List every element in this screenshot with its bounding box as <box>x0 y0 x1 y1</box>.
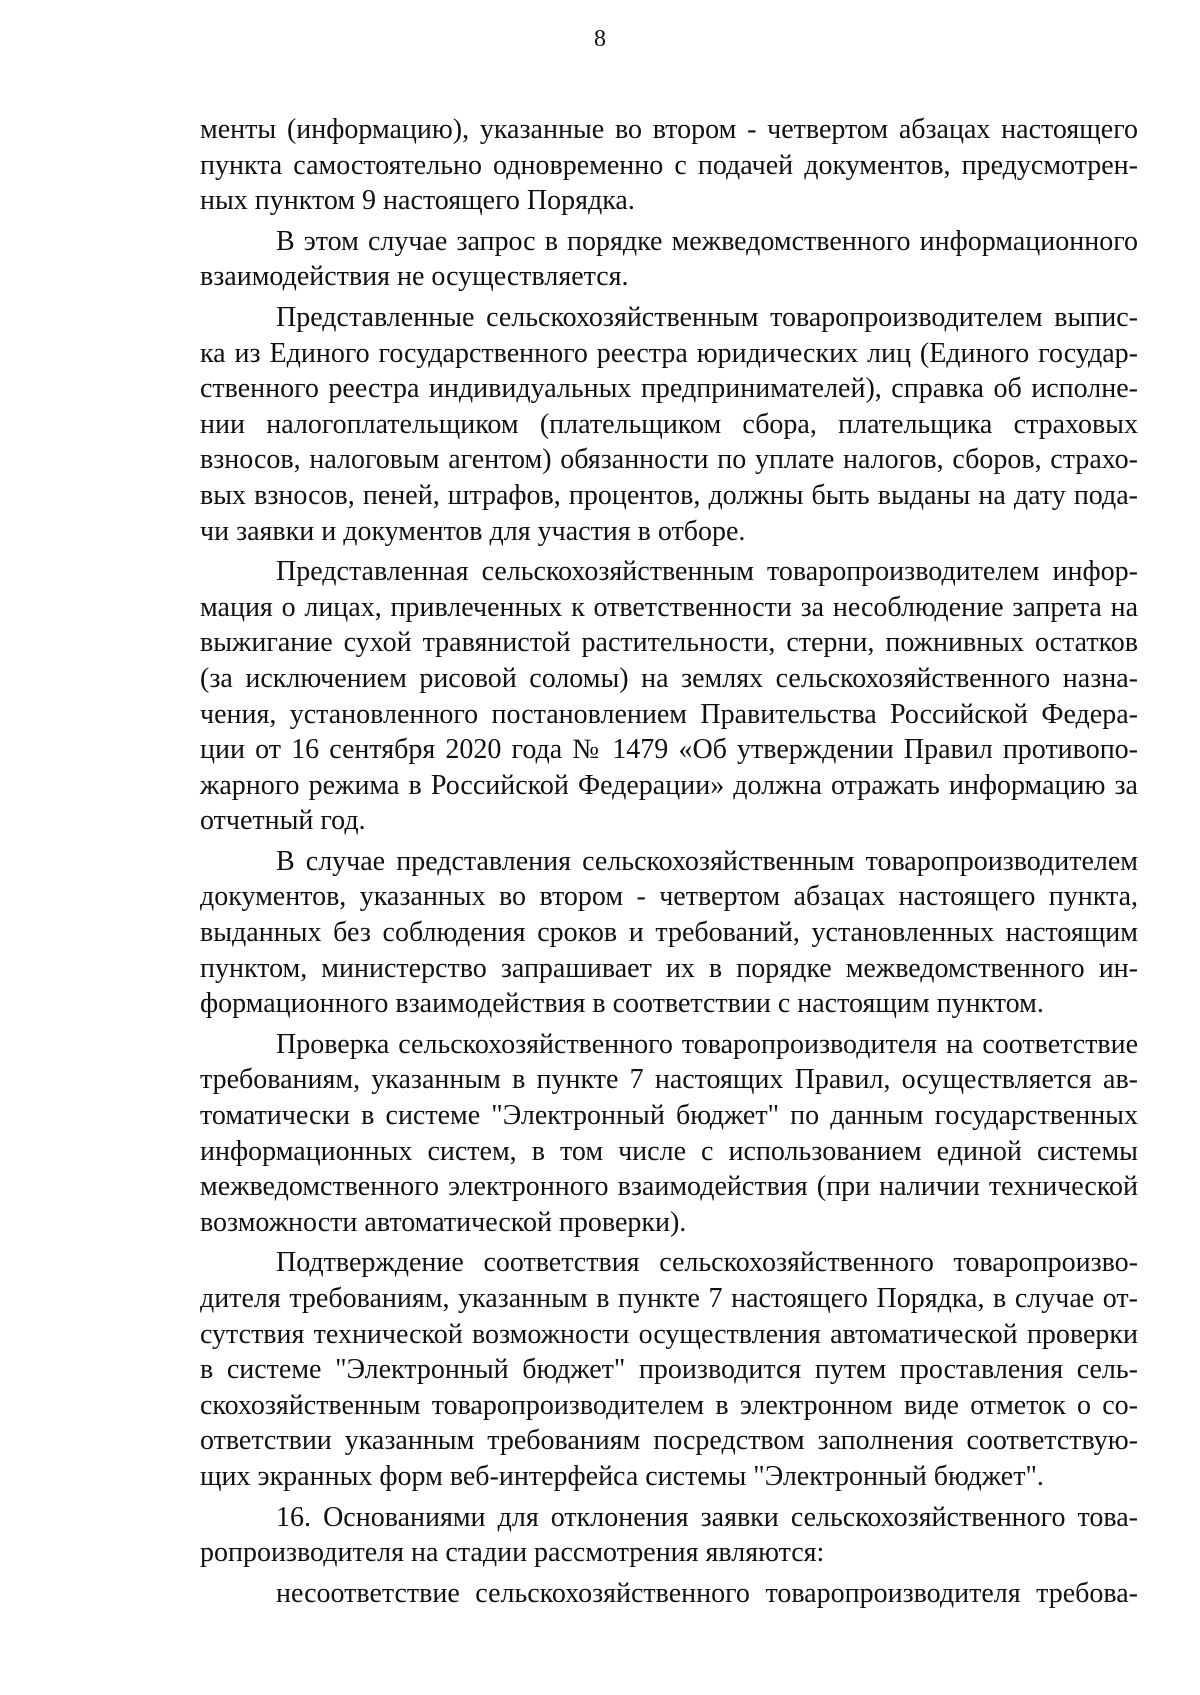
text-line: документов, указанных во втором - четвертом абзацах настоящего пункта, <box>200 881 1138 913</box>
paragraph-first-line: 16. Основаниями для отклонения заявки сельскохозяйственного това- <box>276 1501 1138 1533</box>
paragraph-first-line: В случае представления сельскохозяйственным товаропроизводителем <box>276 845 1138 877</box>
document-body <box>200 112 1138 1611</box>
text-line: менты (информацию), указанные во втором - четвертом абзацах настоящего <box>200 114 1138 145</box>
paragraph-first-line: Представленные сельскохозяйственным товаропроизводителем выпис- <box>276 301 1138 333</box>
paragraph-first-line: несоответствие сельскохозяйственного товаропроизводителя требова- <box>276 1577 1138 1609</box>
text-line: формационного взаимодействия в соответствии с настоящим пунктом. <box>200 988 1044 1020</box>
text-line: возможности автоматической проверки). <box>200 1206 687 1238</box>
text-line: дителя требованиям, указанным в пункте 7 настоящего Порядка, в случае от- <box>200 1283 1138 1314</box>
text-line: ответствии указанным требованиям посредством заполнения соответствую- <box>200 1425 1138 1457</box>
paragraph-first-line: Подтверждение соответствия сельскохозяйственного товаропроизво- <box>276 1247 1138 1279</box>
text-line: ка из Единого государственного реестра юридических лиц (Единого государ- <box>200 337 1138 369</box>
text-line: сутствия технической возможности осуществления автоматической проверки <box>200 1318 1138 1350</box>
text-line: томатически в системе "Электронный бюджет" по данным государственных <box>200 1100 1138 1132</box>
text-line: пункта самостоятельно одновременно с подачей документов, предусмотрен- <box>200 149 1138 181</box>
text-line: в системе "Электронный бюджет" производится путем проставления сель- <box>200 1354 1138 1386</box>
text-line: взносов, налоговым агентом) обязанности по уплате налогов, сборов, страхо- <box>200 444 1138 476</box>
text-line: ных пунктом 9 настоящего Порядка. <box>200 185 635 217</box>
text-line: отчетный год. <box>200 805 366 837</box>
text-line: выданных без соблюдения сроков и требований, установленных настоящим <box>200 917 1138 949</box>
text-line: взаимодействия не осуществляется. <box>200 261 629 293</box>
text-line: (за исключением рисовой соломы) на землях сельскохозяйственного назна- <box>200 662 1138 694</box>
text-line: информационных систем, в том числе с использованием единой системы <box>200 1135 1138 1167</box>
paragraph-first-line: Представленная сельскохозяйственным товаропроизводителем инфор- <box>276 556 1138 588</box>
text-line: скохозяйственным товаропроизводителем в электронном виде отметок о со- <box>200 1389 1138 1421</box>
text-line: вых взносов, пеней, штрафов, процентов, должны быть выданы на дату пода- <box>200 479 1138 511</box>
paragraph-first-line: Проверка сельскохозяйственного товаропроизводителя на соответствие <box>276 1028 1138 1060</box>
text-line: мация о лицах, привлеченных к ответственности за несоблюдение запрета на <box>200 591 1138 623</box>
text-line: выжигание сухой травянистой растительности, стерни, пожнивных остатков <box>200 627 1138 659</box>
text-line: ропроизводителя на стадии рассмотрения являются: <box>200 1537 825 1569</box>
text-line: чи заявки и документов для участия в отборе. <box>200 515 746 547</box>
text-line: межведомственного электронного взаимодействия (при наличии технической <box>200 1171 1138 1203</box>
paragraph-first-line: В этом случае запрос в порядке межведомственного информационного <box>276 225 1138 257</box>
text-line: пунктом, министерство запрашивает их в порядке межведомственного ин- <box>200 952 1138 984</box>
text-line: ции от 16 сентября 2020 года № 1479 «Об утверждении Правил противопо- <box>200 734 1138 766</box>
text-line: жарного режима в Российской Федерации» должна отражать информацию за <box>200 769 1138 801</box>
text-line: нии налогоплательщиком (плательщиком сбора, плательщика страховых <box>200 408 1138 440</box>
text-line: щих экранных форм веб-интерфейса системы "Электронный бюджет". <box>200 1460 1044 1492</box>
page-number: 8 <box>594 26 606 52</box>
text-line: требованиям, указанным в пункте 7 настоящих Правил, осуществляется ав- <box>200 1064 1138 1096</box>
text-line: чения, установленного постановлением Правительства Российской Федера- <box>200 698 1138 730</box>
text-line: ственного реестра индивидуальных предпринимателей), справка об исполне- <box>200 373 1138 405</box>
